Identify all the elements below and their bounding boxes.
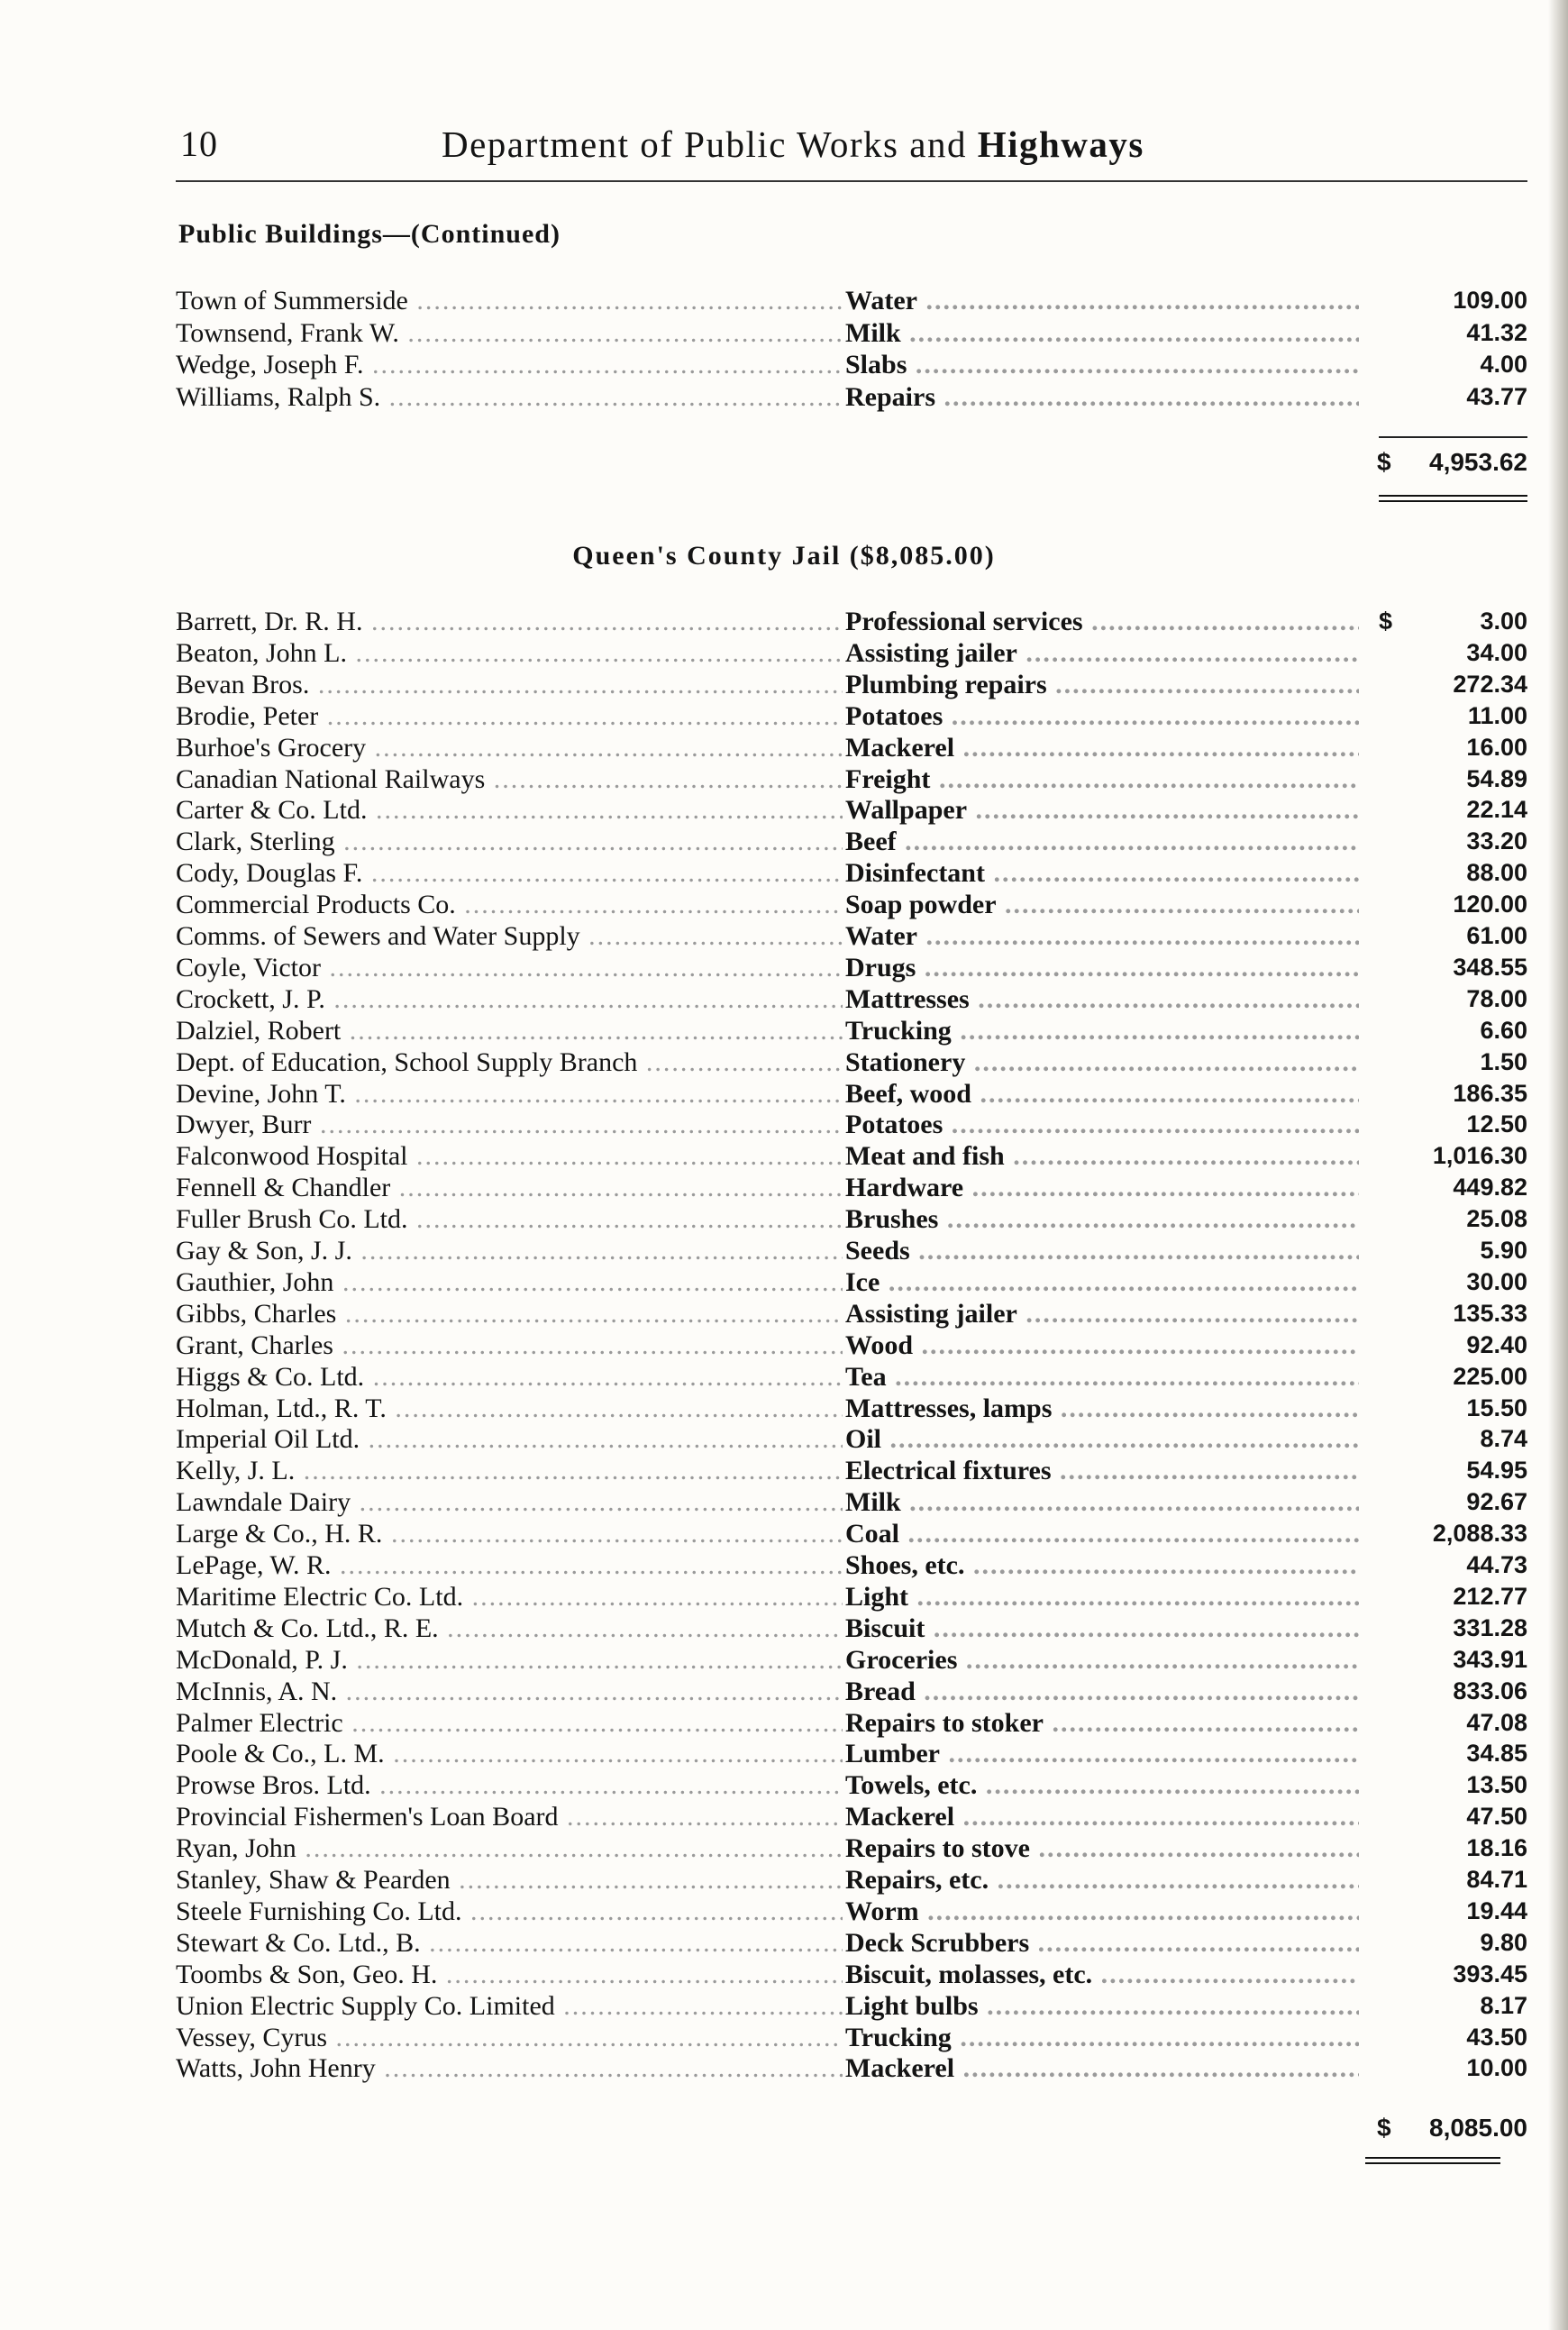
payee-name: Maritime Electric Co. Ltd. ..... <box>176 1581 843 1613</box>
payee-name: Dalziel, Robert ..... <box>176 1015 843 1046</box>
payee-name: Large & Co., H. R. ..... <box>176 1518 843 1549</box>
amount: 10.00 <box>1466 2054 1527 2082</box>
amount: 272.34 <box>1453 670 1527 698</box>
amount: 34.00 <box>1466 638 1527 666</box>
table-row <box>0 1140 1568 1172</box>
item-description: Worm ..... <box>845 1896 1359 1927</box>
payee-name: Bevan Bros. ..... <box>176 669 843 700</box>
table-row <box>0 606 1568 637</box>
payee-name: Crockett, J. P. ..... <box>176 983 843 1015</box>
item-description: Repairs to stove ..... <box>845 1832 1359 1864</box>
item-description: Professional services ..... <box>845 606 1359 637</box>
amount: 2,088.33 <box>1432 1520 1527 1548</box>
amount: 47.50 <box>1466 1803 1527 1831</box>
amount: 343.91 <box>1453 1645 1527 1673</box>
amount: 393.45 <box>1453 1960 1527 1987</box>
amount: 186.35 <box>1453 1079 1527 1107</box>
table-row <box>0 1203 1568 1235</box>
item-description: Assisting jailer ..... <box>845 637 1359 669</box>
payee-name: Dwyer, Burr ..... <box>176 1109 843 1140</box>
table-row <box>0 1676 1568 1707</box>
payee-name: Gay & Son, J. J. ..... <box>176 1235 843 1266</box>
table-row <box>0 1172 1568 1203</box>
payee-name: Canadian National Railways ..... <box>176 763 843 795</box>
item-description: Milk ..... <box>845 317 1359 349</box>
table-row <box>0 920 1568 952</box>
amount: 16.00 <box>1466 733 1527 761</box>
item-description: Meat and fish ..... <box>845 1140 1359 1172</box>
page-header <box>0 115 1568 178</box>
payee-name: McInnis, A. N. ..... <box>176 1676 843 1707</box>
amount: 19.44 <box>1466 1896 1527 1924</box>
payee-name: Toombs & Son, Geo. H. ..... <box>176 1959 843 1990</box>
table-row <box>0 1393 1568 1424</box>
item-description: Repairs, etc. ..... <box>845 1864 1359 1896</box>
jail-total-double-rule <box>1365 2157 1500 2164</box>
continued-section-heading: Public Buildings—(Continued) <box>178 219 561 249</box>
continued-total-rule <box>1379 436 1527 438</box>
amount: 22.14 <box>1466 796 1527 824</box>
payee-name: Devine, John T. ..... <box>176 1078 843 1110</box>
item-description: Assisting jailer ..... <box>845 1298 1359 1329</box>
item-description: Freight ..... <box>845 763 1359 795</box>
table-row <box>0 2022 1568 2053</box>
table-row <box>0 857 1568 889</box>
amount: 44.73 <box>1466 1551 1527 1578</box>
payee-name: Poole & Co., L. M. ..... <box>176 1738 843 1769</box>
payee-name: Union Electric Supply Co. Limited ..... <box>176 1990 843 2022</box>
item-description: Trucking ..... <box>845 2022 1359 2053</box>
payee-name: Kelly, J. L. ..... <box>176 1455 843 1486</box>
table-row <box>0 637 1568 669</box>
item-description: Oil ..... <box>845 1423 1359 1455</box>
amount: 225.00 <box>1453 1362 1527 1390</box>
payee-name: Holman, Ltd., R. T. ..... <box>176 1393 843 1424</box>
payee-name: Brodie, Peter ..... <box>176 700 843 732</box>
amount: 33.20 <box>1466 827 1527 855</box>
item-description: Trucking ..... <box>845 1015 1359 1046</box>
item-description: Mattresses, lamps ..... <box>845 1393 1359 1424</box>
item-description: Bread ..... <box>845 1676 1359 1707</box>
item-description: Hardware ..... <box>845 1172 1359 1203</box>
table-row <box>0 285 1568 316</box>
payee-name: Carter & Co. Ltd. ..... <box>176 794 843 826</box>
amount: 1,016.30 <box>1432 1142 1527 1170</box>
item-description: Potatoes ..... <box>845 700 1359 732</box>
item-description: Disinfectant ..... <box>845 857 1359 889</box>
item-description: Biscuit, molasses, etc. ..... <box>845 1959 1359 1990</box>
item-description: Light bulbs ..... <box>845 1990 1359 2022</box>
amount: 6.60 <box>1480 1016 1527 1044</box>
table-row <box>0 732 1568 763</box>
continued-total-double-rule <box>1379 495 1527 502</box>
table-row <box>0 1644 1568 1676</box>
amount: 135.33 <box>1453 1299 1527 1327</box>
amount: 92.40 <box>1466 1330 1527 1358</box>
table-row <box>0 1015 1568 1046</box>
table-row <box>0 349 1568 380</box>
table-row <box>0 1455 1568 1486</box>
payee-name: McDonald, P. J. ..... <box>176 1644 843 1676</box>
amount: 1.50 <box>1480 1047 1527 1075</box>
item-description: Tea ..... <box>845 1361 1359 1393</box>
payee-name: Fuller Brush Co. Ltd. ..... <box>176 1203 843 1235</box>
amount: 3.00 <box>1480 608 1527 635</box>
payee-name: Fennell & Chandler ..... <box>176 1172 843 1203</box>
payee-name: Vessey, Cyrus ..... <box>176 2022 843 2053</box>
amount: 92.67 <box>1466 1488 1527 1516</box>
amount: 41.32 <box>1466 318 1527 346</box>
table-row <box>0 1078 1568 1110</box>
table-row <box>0 794 1568 826</box>
payee-name: Coyle, Victor ..... <box>176 952 843 983</box>
amount: 84.71 <box>1466 1866 1527 1893</box>
item-description: Shoes, etc. ..... <box>845 1549 1359 1581</box>
item-description: Coal ..... <box>845 1518 1359 1549</box>
table-row <box>0 1613 1568 1644</box>
table-row <box>0 1581 1568 1613</box>
table-row <box>0 1329 1568 1361</box>
payee-name: Town of Summerside ..... <box>176 285 843 316</box>
table-row <box>0 1769 1568 1801</box>
amount: 61.00 <box>1466 922 1527 949</box>
item-description: Electrical fixtures ..... <box>845 1455 1359 1486</box>
table-row <box>0 952 1568 983</box>
table-row <box>0 1109 1568 1140</box>
item-description: Brushes ..... <box>845 1203 1359 1235</box>
payee-name: Stanley, Shaw & Pearden ..... <box>176 1864 843 1896</box>
amount: 88.00 <box>1466 859 1527 887</box>
table-row <box>0 1801 1568 1832</box>
payee-name: Dept. of Education, School Supply Branch ..... <box>176 1046 843 1078</box>
payee-name: Barrett, Dr. R. H. ..... <box>176 606 843 637</box>
payee-name: Higgs & Co. Ltd. ..... <box>176 1361 843 1393</box>
item-description: Soap powder ..... <box>845 889 1359 920</box>
table-row <box>0 1235 1568 1266</box>
payee-name: Imperial Oil Ltd. ..... <box>176 1423 843 1455</box>
item-description: Mackerel ..... <box>845 732 1359 763</box>
item-description: Plumbing repairs ..... <box>845 669 1359 700</box>
amount: 109.00 <box>1453 287 1527 314</box>
item-description: Stationery ..... <box>845 1046 1359 1078</box>
amount: 54.95 <box>1466 1457 1527 1485</box>
payee-name: Gauthier, John ..... <box>176 1266 843 1298</box>
payee-name: LePage, W. R. ..... <box>176 1549 843 1581</box>
table-row <box>0 1423 1568 1455</box>
item-description: Water ..... <box>845 920 1359 952</box>
table-row <box>0 1298 1568 1329</box>
payee-name: Stewart & Co. Ltd., B. ..... <box>176 1927 843 1959</box>
item-description: Slabs ..... <box>845 349 1359 380</box>
table-row <box>0 1549 1568 1581</box>
table-row <box>0 1486 1568 1518</box>
payee-name: Cody, Douglas F. ..... <box>176 857 843 889</box>
item-description: Groceries ..... <box>845 1644 1359 1676</box>
payee-name: Burhoe's Grocery ..... <box>176 732 843 763</box>
item-description: Mackerel ..... <box>845 1801 1359 1832</box>
payee-name: Mutch & Co. Ltd., R. E. ..... <box>176 1613 843 1644</box>
amount: 30.00 <box>1466 1267 1527 1295</box>
item-description: Lumber ..... <box>845 1738 1359 1769</box>
amount: 54.89 <box>1466 764 1527 792</box>
table-row <box>0 317 1568 349</box>
table-row <box>0 1990 1568 2022</box>
amount: 78.00 <box>1466 984 1527 1012</box>
amount: 120.00 <box>1453 891 1527 918</box>
item-description: Light ..... <box>845 1581 1359 1613</box>
table-row <box>0 1361 1568 1393</box>
table-row <box>0 1707 1568 1739</box>
jail-section-heading: Queen's County Jail ($8,085.00) <box>572 541 996 571</box>
table-row <box>0 1959 1568 1990</box>
amount: 8.17 <box>1480 1991 1527 2019</box>
item-description: Ice ..... <box>845 1266 1359 1298</box>
table-row <box>0 700 1568 732</box>
jail-first-row-currency: $ <box>1379 608 1393 635</box>
amount: 212.77 <box>1453 1582 1527 1610</box>
jail-total <box>1352 2114 1527 2150</box>
payee-name: Commercial Products Co. ..... <box>176 889 843 920</box>
amount: 9.80 <box>1480 1928 1527 1956</box>
continued-total-value: 4,953.62 <box>1429 448 1527 476</box>
payee-name: Townsend, Frank W. ..... <box>176 317 843 349</box>
table-row <box>0 381 1568 413</box>
amount: 331.28 <box>1453 1613 1527 1641</box>
item-description: Mattresses ..... <box>845 983 1359 1015</box>
amount: 348.55 <box>1453 953 1527 981</box>
payee-name: Williams, Ralph S. ..... <box>176 381 843 413</box>
amount: 449.82 <box>1453 1174 1527 1202</box>
item-description: Potatoes ..... <box>845 1109 1359 1140</box>
table-row <box>0 826 1568 857</box>
item-description: Beef ..... <box>845 826 1359 857</box>
item-description: Wood ..... <box>845 1329 1359 1361</box>
table-row <box>0 889 1568 920</box>
jail-total-currency: $ <box>1377 2114 1391 2142</box>
payee-name: Palmer Electric ..... <box>176 1707 843 1739</box>
running-title-main: Department of Public Works and <box>442 123 978 165</box>
amount: 43.50 <box>1466 2023 1527 2051</box>
amount: 13.50 <box>1466 1771 1527 1799</box>
running-title <box>442 123 1144 166</box>
item-description: Repairs to stoker ..... <box>845 1707 1359 1739</box>
page-number: 10 <box>180 123 218 164</box>
payee-name: Watts, John Henry ..... <box>176 2052 843 2084</box>
table-row <box>0 1738 1568 1769</box>
table-row <box>0 1518 1568 1549</box>
table-row <box>0 1927 1568 1959</box>
amount: 15.50 <box>1466 1393 1527 1421</box>
item-description: Water ..... <box>845 285 1359 316</box>
amount: 4.00 <box>1480 351 1527 378</box>
payee-name: Clark, Sterling ..... <box>176 826 843 857</box>
table-row <box>0 2052 1568 2084</box>
amount: 8.74 <box>1480 1425 1527 1453</box>
item-description: Repairs ..... <box>845 381 1359 413</box>
amount: 47.08 <box>1466 1708 1527 1736</box>
header-rule <box>176 180 1527 182</box>
amount: 5.90 <box>1480 1237 1527 1264</box>
table-row <box>0 669 1568 700</box>
running-title-highways: Highways <box>977 123 1144 165</box>
payee-name: Falconwood Hospital ..... <box>176 1140 843 1172</box>
table-row <box>0 1046 1568 1078</box>
payee-name: Wedge, Joseph F. ..... <box>176 349 843 380</box>
payee-name: Comms. of Sewers and Water Supply ..... <box>176 920 843 952</box>
amount: 833.06 <box>1453 1677 1527 1704</box>
payee-name: Steele Furnishing Co. Ltd. ..... <box>176 1896 843 1927</box>
payee-name: Gibbs, Charles ..... <box>176 1298 843 1329</box>
table-row <box>0 983 1568 1015</box>
table-row <box>0 1896 1568 1927</box>
table-row <box>0 763 1568 795</box>
payee-name: Prowse Bros. Ltd. ..... <box>176 1769 843 1801</box>
item-description: Beef, wood ..... <box>845 1078 1359 1110</box>
item-description: Mackerel ..... <box>845 2052 1359 2084</box>
amount: 11.00 <box>1467 701 1527 729</box>
item-description: Biscuit ..... <box>845 1613 1359 1644</box>
amount: 43.77 <box>1466 382 1527 410</box>
item-description: Milk ..... <box>845 1486 1359 1518</box>
amount: 34.85 <box>1466 1740 1527 1768</box>
table-row <box>0 1832 1568 1864</box>
amount: 25.08 <box>1466 1205 1527 1233</box>
item-description: Drugs ..... <box>845 952 1359 983</box>
payee-name: Ryan, John ..... <box>176 1832 843 1864</box>
payee-name: Grant, Charles ..... <box>176 1329 843 1361</box>
item-description: Towels, etc. ..... <box>845 1769 1359 1801</box>
payee-name: Beaton, John L. ..... <box>176 637 843 669</box>
amount: 18.16 <box>1466 1834 1527 1862</box>
table-row <box>0 1266 1568 1298</box>
table-row <box>0 1864 1568 1896</box>
item-description: Wallpaper ..... <box>845 794 1359 826</box>
amount: 12.50 <box>1466 1110 1527 1138</box>
jail-total-value: 8,085.00 <box>1429 2114 1527 2142</box>
item-description: Deck Scrubbers ..... <box>845 1927 1359 1959</box>
payee-name: Provincial Fishermen's Loan Board ..... <box>176 1801 843 1832</box>
continued-total <box>1352 448 1527 484</box>
payee-name: Lawndale Dairy ..... <box>176 1486 843 1518</box>
continued-total-currency: $ <box>1377 448 1391 476</box>
item-description: Seeds ..... <box>845 1235 1359 1266</box>
